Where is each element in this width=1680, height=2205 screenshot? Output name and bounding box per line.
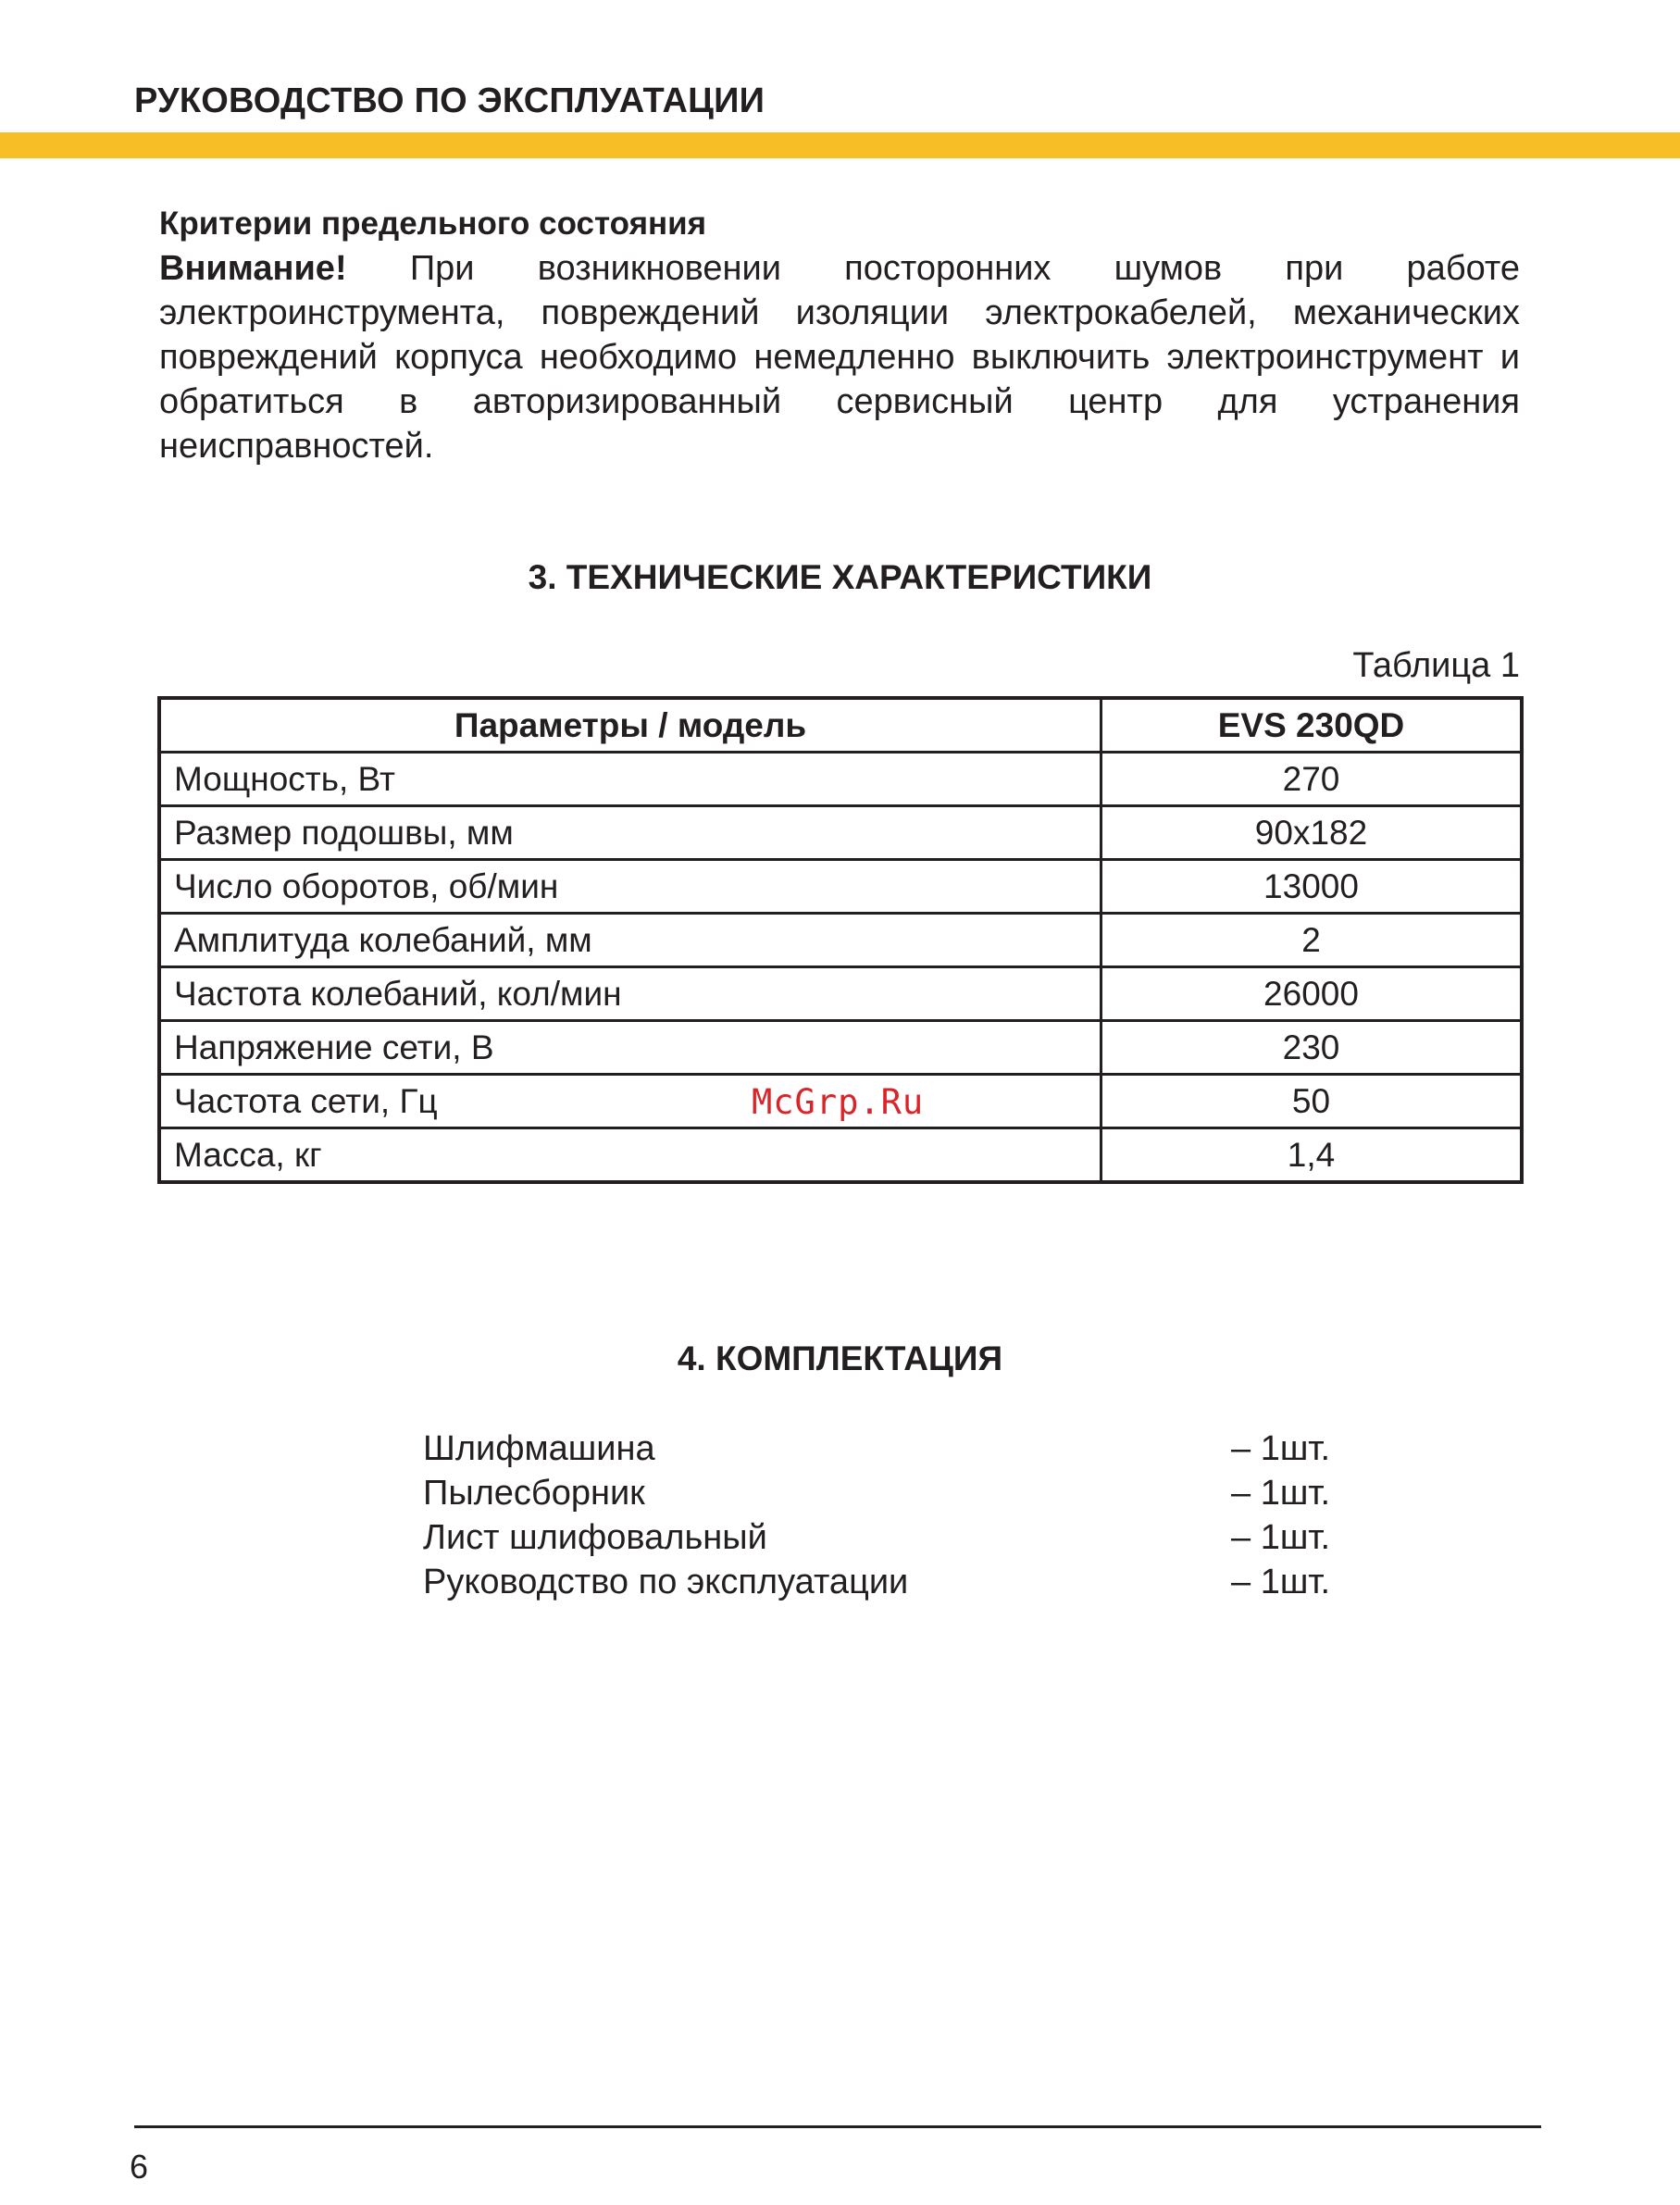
value-cell: 50	[1101, 1075, 1523, 1128]
value-cell: 90x182	[1101, 806, 1523, 860]
column-header-parameters: Параметры / модель	[159, 698, 1101, 753]
kit-item-qty: – 1шт.	[1231, 1429, 1331, 1468]
table-row	[159, 860, 1522, 914]
value-cell: 2	[1101, 914, 1523, 967]
table-row	[159, 914, 1522, 967]
watermark: McGrp.Ru	[752, 1082, 925, 1122]
table-caption: Таблица 1	[1352, 646, 1520, 685]
kit-item-name: Лист шлифовальный	[423, 1518, 767, 1557]
param-cell: Масса, кг	[159, 1128, 1101, 1183]
value-cell: 26000	[1101, 967, 1523, 1021]
table-row	[159, 1128, 1522, 1183]
list-item	[423, 1426, 1349, 1471]
param-cell: Амплитуда колебаний, мм	[159, 914, 1101, 967]
kit-item-name: Пылесборник	[423, 1474, 645, 1513]
specs-heading: 3. ТЕХНИЧЕСКИЕ ХАРАКТЕРИСТИКИ	[528, 558, 1152, 596]
warning-text: При возникновении посторонних шумов при работе электроинструмента, повреждений изоляции электрокабелей, механических повреждений корпуса необходимо немедленно выключить электроинструмент и обратиться в авторизированный сервисный центр для устранения неисправностей.	[159, 249, 1520, 466]
kit-item-name: Шлифмашина	[423, 1429, 655, 1468]
list-item	[423, 1471, 1349, 1515]
param-cell: Частота сети, Гц	[159, 1075, 1101, 1128]
footer-divider	[134, 2125, 1541, 2128]
kit-item-name: Руководство по эксплуатации	[423, 1563, 909, 1601]
column-header-model: EVS 230QD	[1101, 698, 1523, 753]
warning-paragraph	[159, 246, 1520, 468]
criteria-title: Критерии предельного состояния	[159, 206, 707, 242]
param-cell: Мощность, Вт	[159, 753, 1101, 806]
table-row	[159, 753, 1522, 806]
header-accent-bar	[0, 132, 1680, 158]
table-row	[159, 806, 1522, 860]
kit-list	[423, 1426, 1349, 1604]
header-title: РУКОВОДСТВО ПО ЭКСПЛУАТАЦИИ	[134, 81, 765, 120]
table-row	[159, 1021, 1522, 1075]
value-cell: 13000	[1101, 860, 1523, 914]
page-number: 6	[130, 2148, 149, 2186]
kit-item-qty: – 1шт.	[1231, 1518, 1331, 1557]
value-cell: 230	[1101, 1021, 1523, 1075]
kit-item-qty: – 1шт.	[1231, 1474, 1331, 1513]
table-row	[159, 967, 1522, 1021]
kit-item-qty: – 1шт.	[1231, 1563, 1331, 1601]
param-cell: Напряжение сети, В	[159, 1021, 1101, 1075]
kit-heading: 4. КОМПЛЕКТАЦИЯ	[677, 1339, 1003, 1377]
param-cell: Частота колебаний, кол/мин	[159, 967, 1101, 1021]
param-cell: Размер подошвы, мм	[159, 806, 1101, 860]
value-cell: 270	[1101, 753, 1523, 806]
param-cell: Число оборотов, об/мин	[159, 860, 1101, 914]
warning-label: Внимание!	[159, 249, 347, 288]
list-item	[423, 1515, 1349, 1560]
table-header-row	[159, 698, 1522, 753]
value-cell: 1,4	[1101, 1128, 1523, 1183]
list-item	[423, 1560, 1349, 1604]
